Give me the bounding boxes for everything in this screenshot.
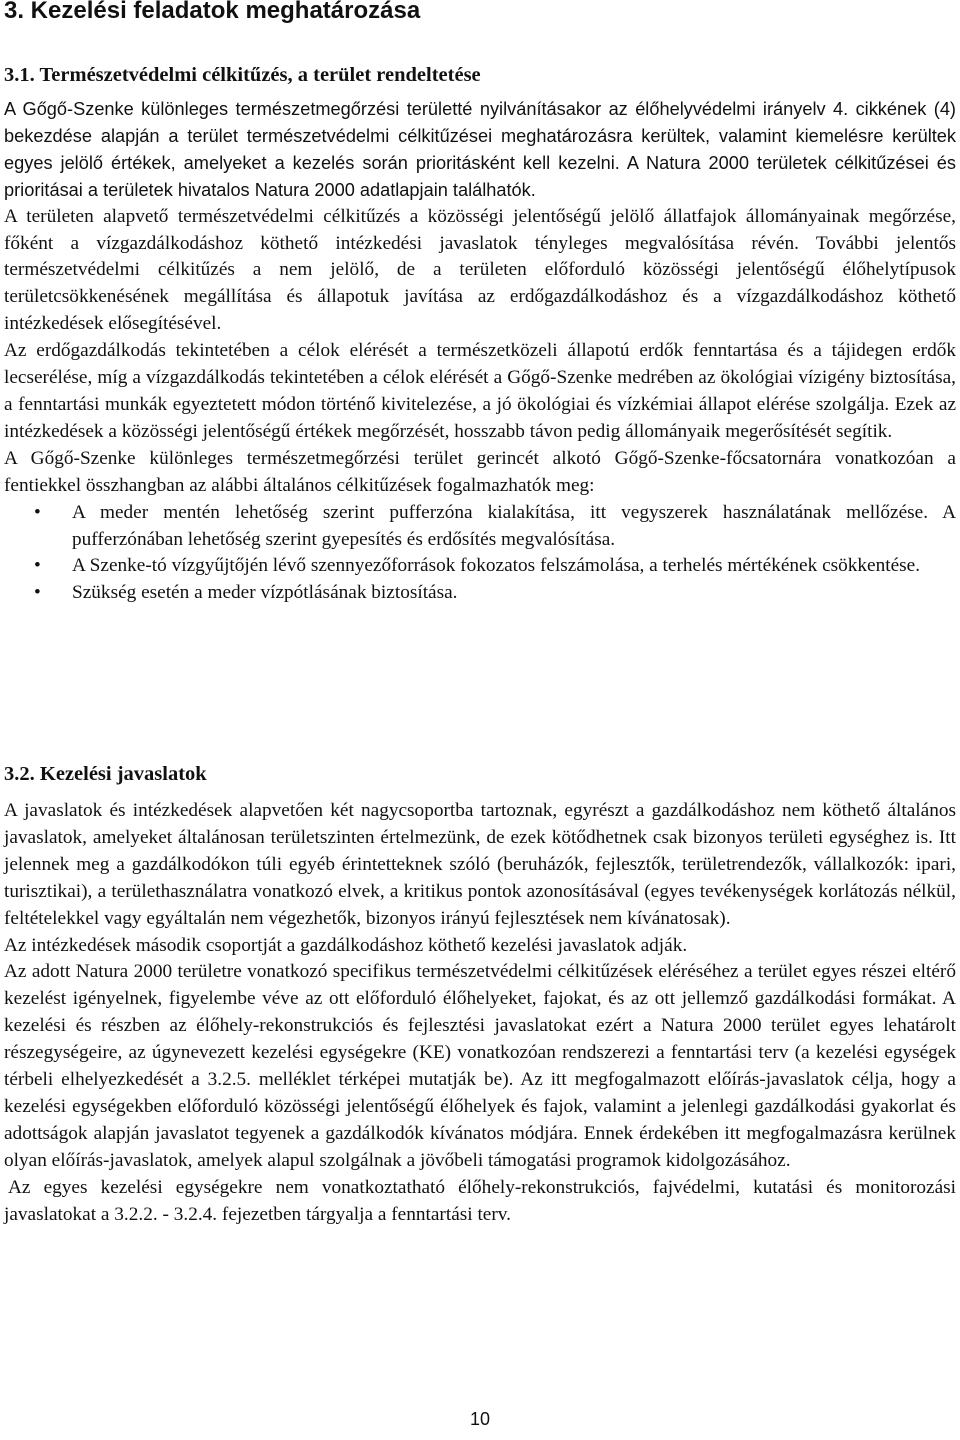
paragraph-proposal-groups: A javaslatok és intézkedések alapvetően két nagycsoportba tartoznak, egyrészt a gazdálkodáshoz nem köthető általános javaslatok, amelyeket általánosan területszinten értelmezünk, de ezek kötődhetnek csak bizonyos területi egységhez is. Itt jelennek meg a gazdálkodókon túli egyéb érintetteknek szóló (beruházók, fejlesztők, területrendezők, vállalkozók: ipari, turisztikai), a területhasználatra vonatkozó elvek, a kritikus pontok azonosításával (egyes tevékenységek korlátozás nélkül, feltételekkel vagy egyáltalán nem végezhetők, bizonyos irányú fejlesztések nem kívánatosak). [4,800,956,929]
bullet-icon: • [34,501,41,523]
list-item [4,580,956,607]
list-item [4,500,956,554]
paragraph-second-group: Az intézkedések második csoportját a gazdálkodáshoz köthető kezelési javaslatok adják. [4,934,688,956]
list-item-text: A meder mentén lehetőség szerint pufferzóna kialakítása, itt vegyszerek használatának mellőzése. A pufferzónában lehetőség szerint gyepesítés és erdősítés megvalósítása. [72,501,956,550]
bullet-icon: • [34,555,41,577]
list-item-text: A Szenke-tó vízgyűjtőjén lévő szennyezőforrások fokozatos felszámolása, a terhelés mértékének csökkentése. [72,555,921,577]
paragraph-basic-objective: A területen alapvető természetvédelmi célkitűzés a közösségi jelentőségű jelölő állatfajok állományainak megőrzése, főként a vízgazdálkodáshoz köthető intézkedési javaslatok tényleges megvalósítása révén. További jelentős természetvédelmi célkitűzés a nem jelölő, de a területen előforduló közösségi jelentőségű élőhelytípusok területcsökkenésének megállítása és állapotuk javítása az erdőgazdálkodáshoz és a vízgazdálkodáshoz köthető intézkedések elősegítésével. [4,205,956,335]
section-heading-3-1: 3.1. Természetvédelmi célkitűzés, a terület rendeltetése [4,64,481,86]
objectives-list [4,500,956,608]
paragraph-objectives-intro: A Gőgő-Szenke különleges természetmegőrzési területté nyilvánításakor az élőhelyvédelmi irányelv 4. cikkének (4) bekezdése alapján a terület természetvédelmi célkitűzései meghatározásra kerültek, valamint kiemelésre kerültek egyes jelölő értékek, amelyeket a kezelés során prioritásként kell kezelni. A Natura 2000 területek célkitűzései és prioritásai a területek hivatalos Natura 2000 adatlapjain találhatók. [4,99,956,200]
list-item-text: Szükség esetén a meder vízpótlásának biztosítása. [72,582,458,604]
bullet-icon: • [34,582,41,604]
paragraph-general-objectives: A Gőgő-Szenke különleges természetmegőrzési terület gerincét alkotó Gőgő-Szenke-főcsatornára vonatkozóan a fentiekkel összhangban az alábbi általános célkitűzések fogalmazhatók meg: [4,447,956,496]
paragraph-forestry-water: Az erdőgazdálkodás tekintetében a célok elérését a természetközeli állapotú erdők fenntartása és a tájidegen erdők lecserélése, míg a vízgazdálkodás tekintetében a célok elérését a Gőgő-Szenke medrében az ökológiai vízigény biztosítása, a fenntartási munkák egyeztetett módon történő kivitelezése, a jó ökológiai és vízkémiai állapot elérése szolgálja. Ezek az intézkedések a közösségi jelentőségű értékek megőrzését, hosszabb távon pedig állományaik megerősítését segítik. [4,340,956,442]
chapter-heading: 3. Kezelési feladatok meghatározása [4,0,421,24]
section-3-2-body [4,798,956,1229]
paragraph-management-units: Az adott Natura 2000 területre vonatkozó specifikus természetvédelmi célkitűzések eléréséhez a terület egyes részei eltérő kezelést igényelnek, figyelembe véve az ott előforduló élőhelyeket, fajokat, és az ott jellemző gazdálkodási formákat. A kezelési és részben az élőhely-rekonstrukciós és fejlesztési javaslatokat ezért a Natura 2000 terület egyes lehatárolt részegységeire, az úgynevezett kezelési egységekre (KE) vonatkozóan rendszerezi a fenntartási terv (a kezelési egységek térbeli elhelyezkedését a 3.2.5. melléklet térképei mutatják be). Az itt megfogalmazott előírás-javaslatok célja, hogy a kezelési egységekben előforduló közösségi jelentőségű élőhelyek és fajok, valamint a jelenlegi gazdálkodási gyakorlat és adottságok alapján javaslatot tegyenek a gazdálkodók kívánatos módjára. Ennek érdekében itt megfogalmazásra kerülnek olyan előírás-javaslatok, amelyek alapul szolgálnak a jövőbeli támogatási programok kidolgozásához. [4,961,956,1171]
paragraph-other-proposals: Az egyes kezelési egységekre nem vonatkoztatható élőhely-rekonstrukciós, fajvédelmi, kutatási és monitorozási javaslatokat a 3.2.2. - 3.2.4. fejezetben tárgyalja a fenntartási terv. [4,1176,956,1225]
page-number: 10 [469,1409,491,1429]
list-item [4,553,956,580]
section-heading-3-2: 3.2. Kezelési javaslatok [4,763,207,785]
section-3-1-body [4,96,956,607]
